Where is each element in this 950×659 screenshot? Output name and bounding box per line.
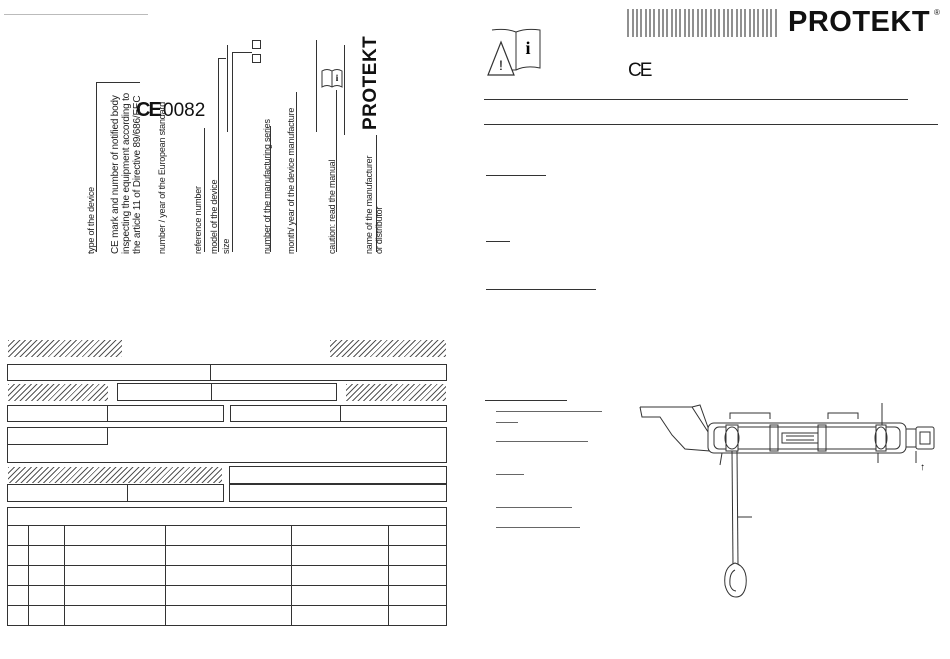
top-rule — [4, 14, 148, 15]
barcode-icon — [627, 9, 779, 37]
field-type-of-device: type of the device — [86, 187, 96, 254]
header-rule-1 — [484, 99, 908, 100]
table-row — [8, 606, 447, 626]
ce-mark: CE — [136, 99, 160, 121]
field-ce-mark-line-3: the article 11 of Directive 89/686/EEC — [132, 95, 143, 254]
field-manufacturer-line-2: or distributor — [374, 206, 384, 254]
work-positioning-belt-illustration — [630, 395, 940, 600]
header-rule-2 — [484, 124, 938, 125]
field-size: size — [221, 238, 231, 254]
table-row — [8, 526, 447, 546]
field-manufacturer-line-1: name of the manufacturer — [364, 155, 374, 254]
form-field — [211, 383, 337, 401]
svg-text:!: ! — [499, 57, 503, 73]
form-field — [107, 405, 224, 422]
form-field — [210, 364, 447, 381]
field-ce-mark-line-1: CE mark and number of notified body — [110, 95, 121, 254]
table-row — [8, 546, 447, 566]
brand-logo: PROTEKT — [788, 6, 931, 38]
form-field — [7, 427, 108, 445]
section-heading-rule — [485, 400, 567, 401]
svg-text:i: i — [335, 73, 339, 83]
svg-text:i: i — [525, 38, 531, 58]
section-heading-rule — [486, 175, 546, 176]
form-field — [7, 405, 108, 422]
inspection-log-table — [7, 525, 447, 626]
table-row — [8, 586, 447, 606]
warning-read-manual-icon — [486, 28, 542, 78]
form-field — [7, 364, 211, 381]
field-ce-mark-line-2: inspecting the equipment according to — [121, 92, 132, 254]
field-reference-number: reference number — [193, 186, 203, 254]
svg-text:↑: ↑ — [920, 462, 925, 473]
size-checkbox-1 — [252, 40, 261, 49]
brand-logo-vertical: PROTEKT — [360, 35, 381, 130]
field-manufacture-date: month/ year of the device manufacture — [286, 107, 296, 254]
ce-mark-header: CE — [628, 60, 651, 81]
registered-mark: ® — [934, 8, 940, 17]
field-manufacturing-series: number of the manufacturing series — [262, 119, 272, 254]
field-read-manual: caution: read the manual — [327, 159, 337, 254]
section-heading-rule — [486, 241, 510, 242]
form-field — [229, 484, 447, 502]
form-hatch-title-left — [8, 340, 122, 357]
form-field — [340, 405, 447, 422]
form-field — [230, 405, 341, 422]
field-model: model of the device — [209, 179, 219, 254]
form-field — [7, 484, 128, 502]
form-field — [117, 383, 212, 401]
section-heading-rule — [486, 289, 596, 290]
field-european-standard: number / year of the European standard — [157, 101, 167, 254]
read-manual-icon — [320, 67, 344, 89]
table-row — [8, 566, 447, 586]
form-field — [127, 484, 224, 502]
notified-body-number: 0082 — [163, 100, 206, 121]
size-checkbox-2 — [252, 54, 261, 63]
form-table-header — [7, 507, 447, 526]
form-hatch-title-right — [330, 340, 446, 357]
form-field — [229, 466, 447, 484]
